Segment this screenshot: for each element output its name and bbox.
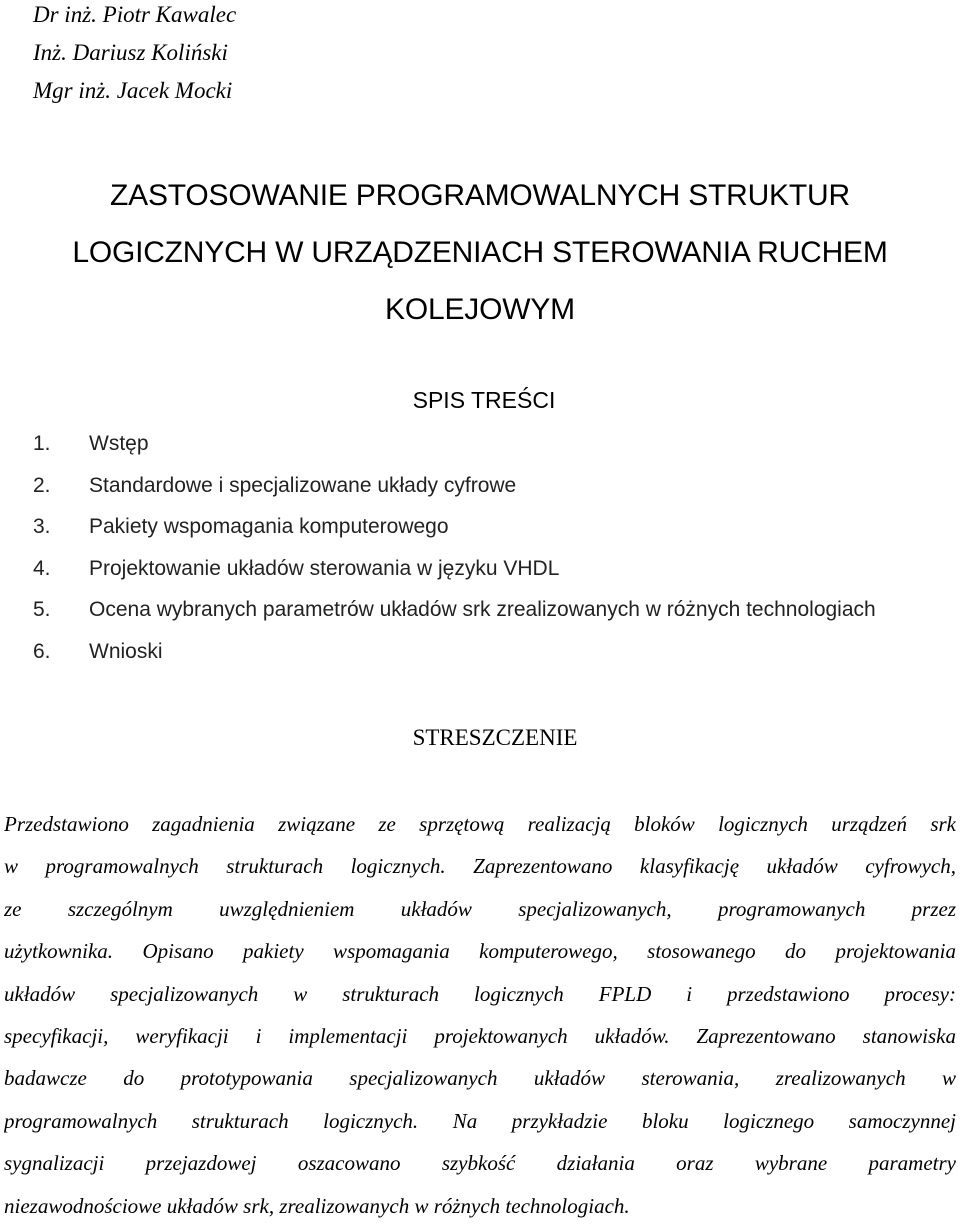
abstract-line: Przedstawiono zagadnienia związane ze sprzętową realizacją bloków logicznych urządzeń srk xyxy=(4,812,956,836)
toc-item xyxy=(33,423,876,465)
title-line: KOLEJOWYM xyxy=(385,293,575,326)
toc-item xyxy=(33,631,876,673)
toc-item-number: 5. xyxy=(33,598,51,621)
toc-item-label: Ocena wybranych parametrów układów srk zrealizowanych w różnych technologiach xyxy=(89,598,876,621)
title-line: LOGICZNYCH W URZĄDZENIACH STEROWANIA RUCHEM xyxy=(72,236,888,269)
toc-item-label: Pakiety wspomagania komputerowego xyxy=(89,515,449,538)
abstract-line: układów specjalizowanych w strukturach logicznych FPLD i przedstawiono procesy: xyxy=(4,981,956,1006)
author-name: Inż. Dariusz Koliński xyxy=(33,40,228,65)
toc-item-number: 1. xyxy=(33,432,51,455)
toc-item xyxy=(33,589,876,631)
abstract-line: sygnalizacji przejazdowej oszacowano szybkość działania oraz wybrane parametry xyxy=(4,1151,956,1176)
toc-item xyxy=(33,506,876,548)
abstract-line: użytkownika. Opisano pakiety wspomagania komputerowego, stosowanego do projektowania xyxy=(4,939,956,964)
toc-item-number: 6. xyxy=(33,639,51,663)
title-line: ZASTOSOWANIE PROGRAMOWALNYCH STRUKTUR xyxy=(110,179,850,212)
abstract-line: specyfikacji, weryfikacji i implementacji projektowanych układów. Zaprezentowano stanowiska xyxy=(4,1023,956,1048)
abstract-line: ze szczególnym uwzględnieniem układów specjalizowanych, programowanych przez xyxy=(4,896,956,921)
table-of-contents xyxy=(33,423,876,672)
toc-heading: SPIS TREŚCI xyxy=(412,387,556,413)
toc-item-label: Projektowanie układów sterowania w języku VHDL xyxy=(89,556,560,580)
toc-item-label: Standardowe i specjalizowane układy cyfrowe xyxy=(89,473,517,497)
author-name: Mgr inż. Jacek Mocki xyxy=(33,78,233,103)
abstract-body xyxy=(4,803,956,1227)
toc-item-label: Wstęp xyxy=(89,432,149,455)
toc-item-number: 3. xyxy=(33,515,51,538)
author-name: Dr inż. Piotr Kawalec xyxy=(33,2,237,27)
abstract-line: niezawodnościowe układów srk, zrealizowanych w różnych technologiach. xyxy=(4,1193,630,1218)
abstract-line: badawcze do prototypowania specjalizowanych układów sterowania, zrealizowanych w xyxy=(4,1066,956,1091)
toc-item-number: 2. xyxy=(33,473,51,497)
toc-item-label: Wnioski xyxy=(89,639,163,663)
author-list xyxy=(33,0,236,110)
abstract-line: programowalnych strukturach logicznych. Na przykładzie bloku logicznego samoczynnej xyxy=(4,1108,956,1133)
toc-item xyxy=(33,548,876,590)
abstract-line: w programowalnych strukturach logicznych. Zaprezentowano klasyfikację układów cyfrowych, xyxy=(4,854,956,879)
abstract-heading: STRESZCZENIE xyxy=(412,725,578,750)
toc-item xyxy=(33,465,876,507)
document-title xyxy=(0,167,960,338)
toc-item-number: 4. xyxy=(33,556,51,580)
